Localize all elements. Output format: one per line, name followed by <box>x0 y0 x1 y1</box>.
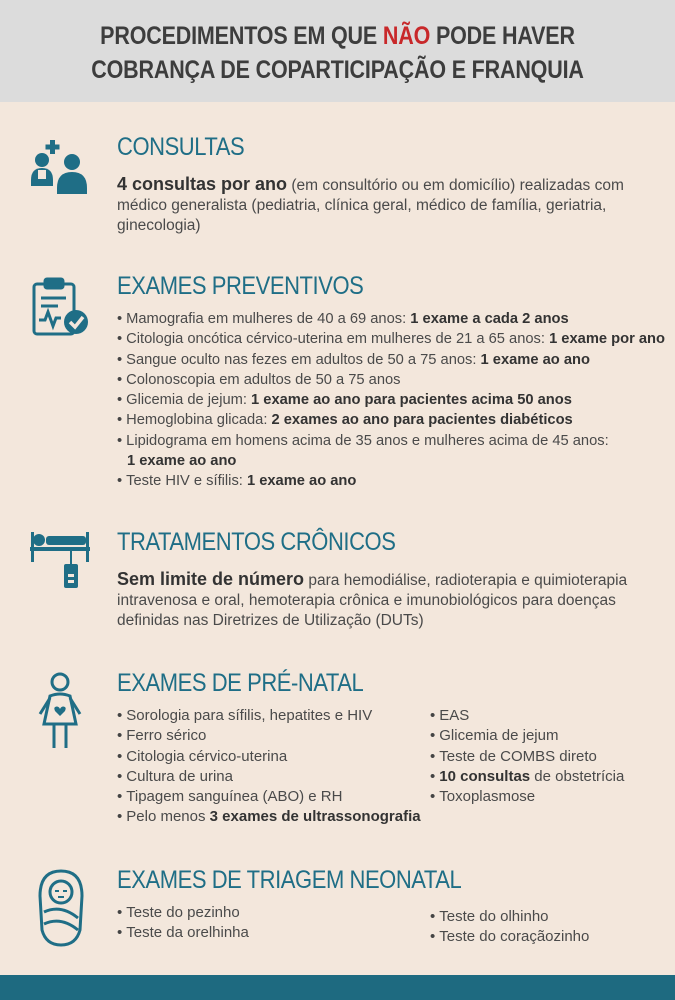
list-item: • Citologia oncótica cérvico-uterina em mulheres de 21 a 65 anos: 1 exame por ano <box>117 329 665 349</box>
consultas-text: 4 consultas por ano (em consultório ou em domicílio) realizadas com médico generalista (pediatria, clínica geral, médico de família, geriatria, ginecologia) <box>117 174 624 234</box>
list-item-continuation: 1 exame ao ano <box>127 453 237 470</box>
section-title: EXAMES DE TRIAGEM NEONATAL <box>117 866 462 894</box>
page-title-line1: PROCEDIMENTOS EM QUE NÃO PODE HAVER <box>100 22 575 50</box>
pregnant-woman-icon <box>28 672 92 750</box>
list-item: • Toxoplasmose <box>430 787 624 807</box>
doctor-patient-icon <box>28 136 92 200</box>
list-item: • Colonoscopia em adultos de 50 a 75 anos <box>117 370 665 390</box>
list-item: • Citologia cérvico-uterina <box>117 747 421 767</box>
swaddled-baby-icon <box>36 868 86 948</box>
header-banner <box>0 0 675 102</box>
list-item: • Lipidograma em homens acima de 35 anos e mulheres acima de 45 anos: <box>117 431 665 451</box>
list-item: • Teste de COMBS direto <box>430 747 624 767</box>
list-item: • Teste do coraçãozinho <box>430 927 589 947</box>
section-title: EXAMES PREVENTIVOS <box>117 272 364 300</box>
list-item: • Teste do pezinho <box>117 903 249 923</box>
cronicos-text: Sem limite de número para hemodiálise, radioterapia e quimioterapia intravenosa e oral, hemoterapia crônica e imunobiológicos para doenças definidas nas Diretrizes de Utilização (DUTs) <box>117 569 628 629</box>
list-item: • Mamografia em mulheres de 40 a 69 anos: 1 exame a cada 2 anos <box>117 309 665 329</box>
list-item: • Ferro sérico <box>117 726 421 746</box>
list-item: • Tipagem sanguínea (ABO) e RH <box>117 787 421 807</box>
section-title: TRATAMENTOS CRÔNICOS <box>117 528 396 556</box>
prenatal-list-left <box>117 706 421 828</box>
neonatal-list-right <box>430 907 589 948</box>
list-item: • Sangue oculto nas fezes em adultos de 50 a 75 anos: 1 exame ao ano <box>117 350 665 370</box>
list-item: • Hemoglobina glicada: 2 exames ao ano para pacientes diabéticos <box>117 410 665 430</box>
section-title: EXAMES DE PRÉ-NATAL <box>117 669 364 697</box>
list-item: • 10 consultas de obstetrícia <box>430 767 624 787</box>
clipboard-check-icon <box>28 276 92 340</box>
list-item: • Teste da orelhinha <box>117 923 249 943</box>
list-item: • Teste do olhinho <box>430 907 589 927</box>
title-highlight: NÃO <box>382 22 431 50</box>
section-title: CONSULTAS <box>117 133 245 161</box>
prenatal-list-right <box>430 706 624 807</box>
footer-bar <box>0 975 675 1000</box>
list-item: • EAS <box>430 706 624 726</box>
list-item: • Glicemia de jejum <box>430 726 624 746</box>
neonatal-list-left <box>117 903 249 944</box>
list-item: • Cultura de urina <box>117 767 421 787</box>
list-item: • Teste HIV e sífilis: 1 exame ao ano <box>117 471 665 491</box>
list-item: • Pelo menos 3 exames de ultrassonografia <box>117 807 421 827</box>
preventivos-list <box>117 309 665 492</box>
list-item: • Glicemia de jejum: 1 exame ao ano para pacientes acima 50 anos <box>117 390 665 410</box>
page-title-line2: COBRANÇA DE COPARTICIPAÇÃO E FRANQUIA <box>91 56 584 84</box>
list-item: • Sorologia para sífilis, hepatites e HIV <box>117 706 421 726</box>
patient-bed-iv-icon <box>28 530 92 594</box>
